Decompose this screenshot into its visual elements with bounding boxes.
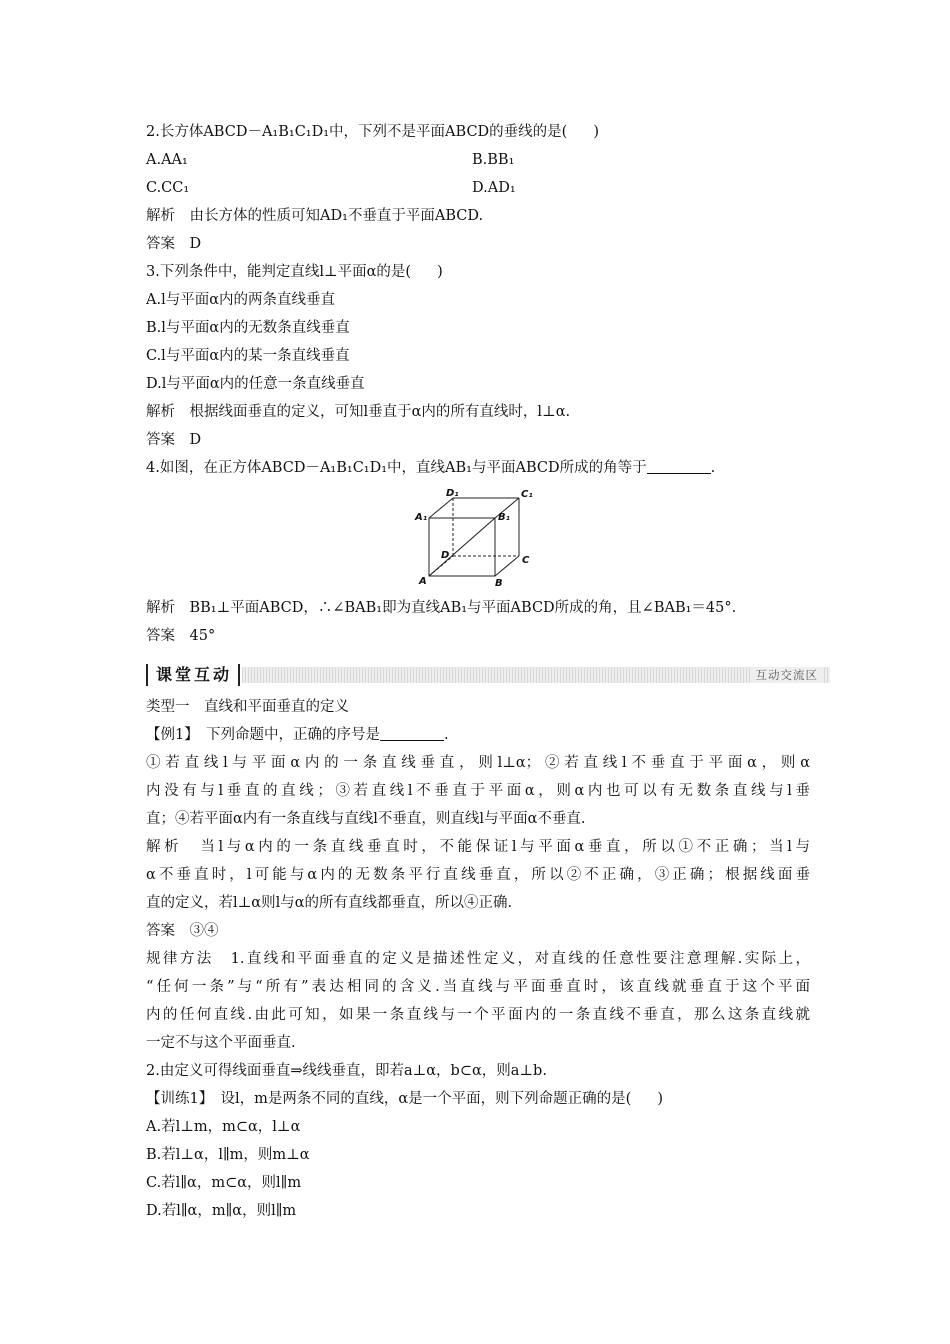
method-line-1: 规律方法 1.直线和平面垂直的定义是描述性定义，对直线的任意性要注意理解.实际上， xyxy=(146,951,810,967)
label-c: C xyxy=(522,555,530,566)
label-b: B xyxy=(495,578,503,589)
section-banner xyxy=(146,664,830,686)
q2-analysis: 解析 由长方体的性质可知AD₁不垂直于平面ABCD. xyxy=(146,208,484,224)
example1-analysis-2: α不垂直时，l可能与α内的无数条平行直线垂直，所以②不正确，③正确；根据线面垂 xyxy=(146,867,810,883)
q2-stem: 2.长方体ABCD－A₁B₁C₁D₁中，下列不是平面ABCD的垂线的是( ) xyxy=(146,124,599,140)
q4-analysis: 解析 BB₁⊥平面ABCD，∴∠BAB₁即为直线AB₁与平面ABCD所成的角，且∠BAB₁＝45°. xyxy=(146,600,737,616)
banner-title: 课堂互动 xyxy=(146,664,240,686)
method-line-4: 一定不与这个平面垂直. xyxy=(146,1035,296,1051)
training1-option-a: A.若l⊥m，m⊂α，l⊥α xyxy=(146,1119,301,1135)
q3-answer: 答案 D xyxy=(146,432,202,448)
label-d1: D₁ xyxy=(446,488,459,499)
example-blank xyxy=(380,740,444,741)
example1-line-3: 直；④若平面α内有一条直线与直线l不垂直，则直线l与平面α不垂直. xyxy=(146,811,586,827)
training1-stem: 【训练1】 设l，m是两条不同的直线，α是一个平面，则下列命题正确的是( ) xyxy=(146,1091,663,1107)
method-line-2: “任何一条”与“所有”表达相同的含义.当直线与平面垂直时，该直线就垂直于这个平面 xyxy=(146,979,810,995)
banner-tag: 互动交流区 xyxy=(750,667,825,683)
edge-bc xyxy=(495,556,519,576)
example1-analysis-1: 解析 当l与α内的一条直线垂直时，不能保证l与平面α垂直，所以①不正确；当l与 xyxy=(146,839,810,855)
label-b1: B₁ xyxy=(498,512,511,523)
training1-option-c: C.若l∥α，m⊂α，则l∥m xyxy=(146,1175,302,1191)
label-a: A xyxy=(419,576,427,587)
training1-option-b: B.若l⊥α，l∥m，则m⊥α xyxy=(146,1147,310,1163)
q3-option-a: A.l与平面α内的两条直线垂直 xyxy=(146,292,336,308)
edge-a1d1 xyxy=(429,498,453,518)
q3-option-d: D.l与平面α内的任意一条直线垂直 xyxy=(146,376,365,392)
q3-option-c: C.l与平面α内的某一条直线垂直 xyxy=(146,348,350,364)
q4-stem: 4.如图，在正方体ABCD－A₁B₁C₁D₁中，直线AB₁与平面ABCD所成的角等于 . xyxy=(146,460,716,476)
q2-option-b: B.BB₁ xyxy=(472,152,515,168)
q3-analysis: 解析 根据线面垂直的定义，可知l垂直于α内的所有直线时，l⊥α. xyxy=(146,404,571,420)
example1-line-2: 内没有与l垂直的直线；③若直线l不垂直于平面α，则α内也可以有无数条直线与l垂 xyxy=(146,783,810,799)
method-line-5: 2.由定义可得线面垂直⇒线线垂直，即若a⊥α，b⊂α，则a⊥b. xyxy=(146,1063,547,1079)
diagonal-ab1 xyxy=(429,518,495,576)
cube-diagram xyxy=(413,488,541,590)
example1-answer: 答案 ③④ xyxy=(146,923,219,939)
example1-line-1: ①若直线l与平面α内的一条直线垂直，则l⊥α；②若直线l不垂直于平面α，则α xyxy=(146,755,810,771)
q4-answer: 答案 45° xyxy=(146,628,216,644)
q2-option-a: A.AA₁ xyxy=(146,152,188,168)
q3-stem: 3.下列条件中，能判定直线l⊥平面α的是( ) xyxy=(146,264,443,280)
label-d: D xyxy=(441,550,450,561)
example1-analysis-3: 直的定义，若l⊥α则l与α的所有直线都垂直，所以④正确. xyxy=(146,895,513,911)
q2-option-d: D.AD₁ xyxy=(472,180,516,196)
example1-stem: 【例1】 下列命题中，正确的序号是 . xyxy=(146,727,449,743)
label-a1: A₁ xyxy=(415,512,428,523)
label-c1: C₁ xyxy=(521,489,533,500)
cube-figure xyxy=(413,488,541,590)
training1-option-d: D.若l∥α，m∥α，则l∥m xyxy=(146,1203,297,1219)
q2-option-c: C.CC₁ xyxy=(146,180,190,196)
banner-stripe xyxy=(242,667,830,683)
q2-answer: 答案 D xyxy=(146,236,202,252)
method-line-3: 内的任何直线.由此可知，如果一条直线与一个平面内的一条直线不垂直，那么这条直线就 xyxy=(146,1007,810,1023)
type1-heading: 类型一 直线和平面垂直的定义 xyxy=(146,699,349,715)
q3-option-b: B.l与平面α内的无数条直线垂直 xyxy=(146,320,350,336)
answer-blank xyxy=(647,473,711,474)
